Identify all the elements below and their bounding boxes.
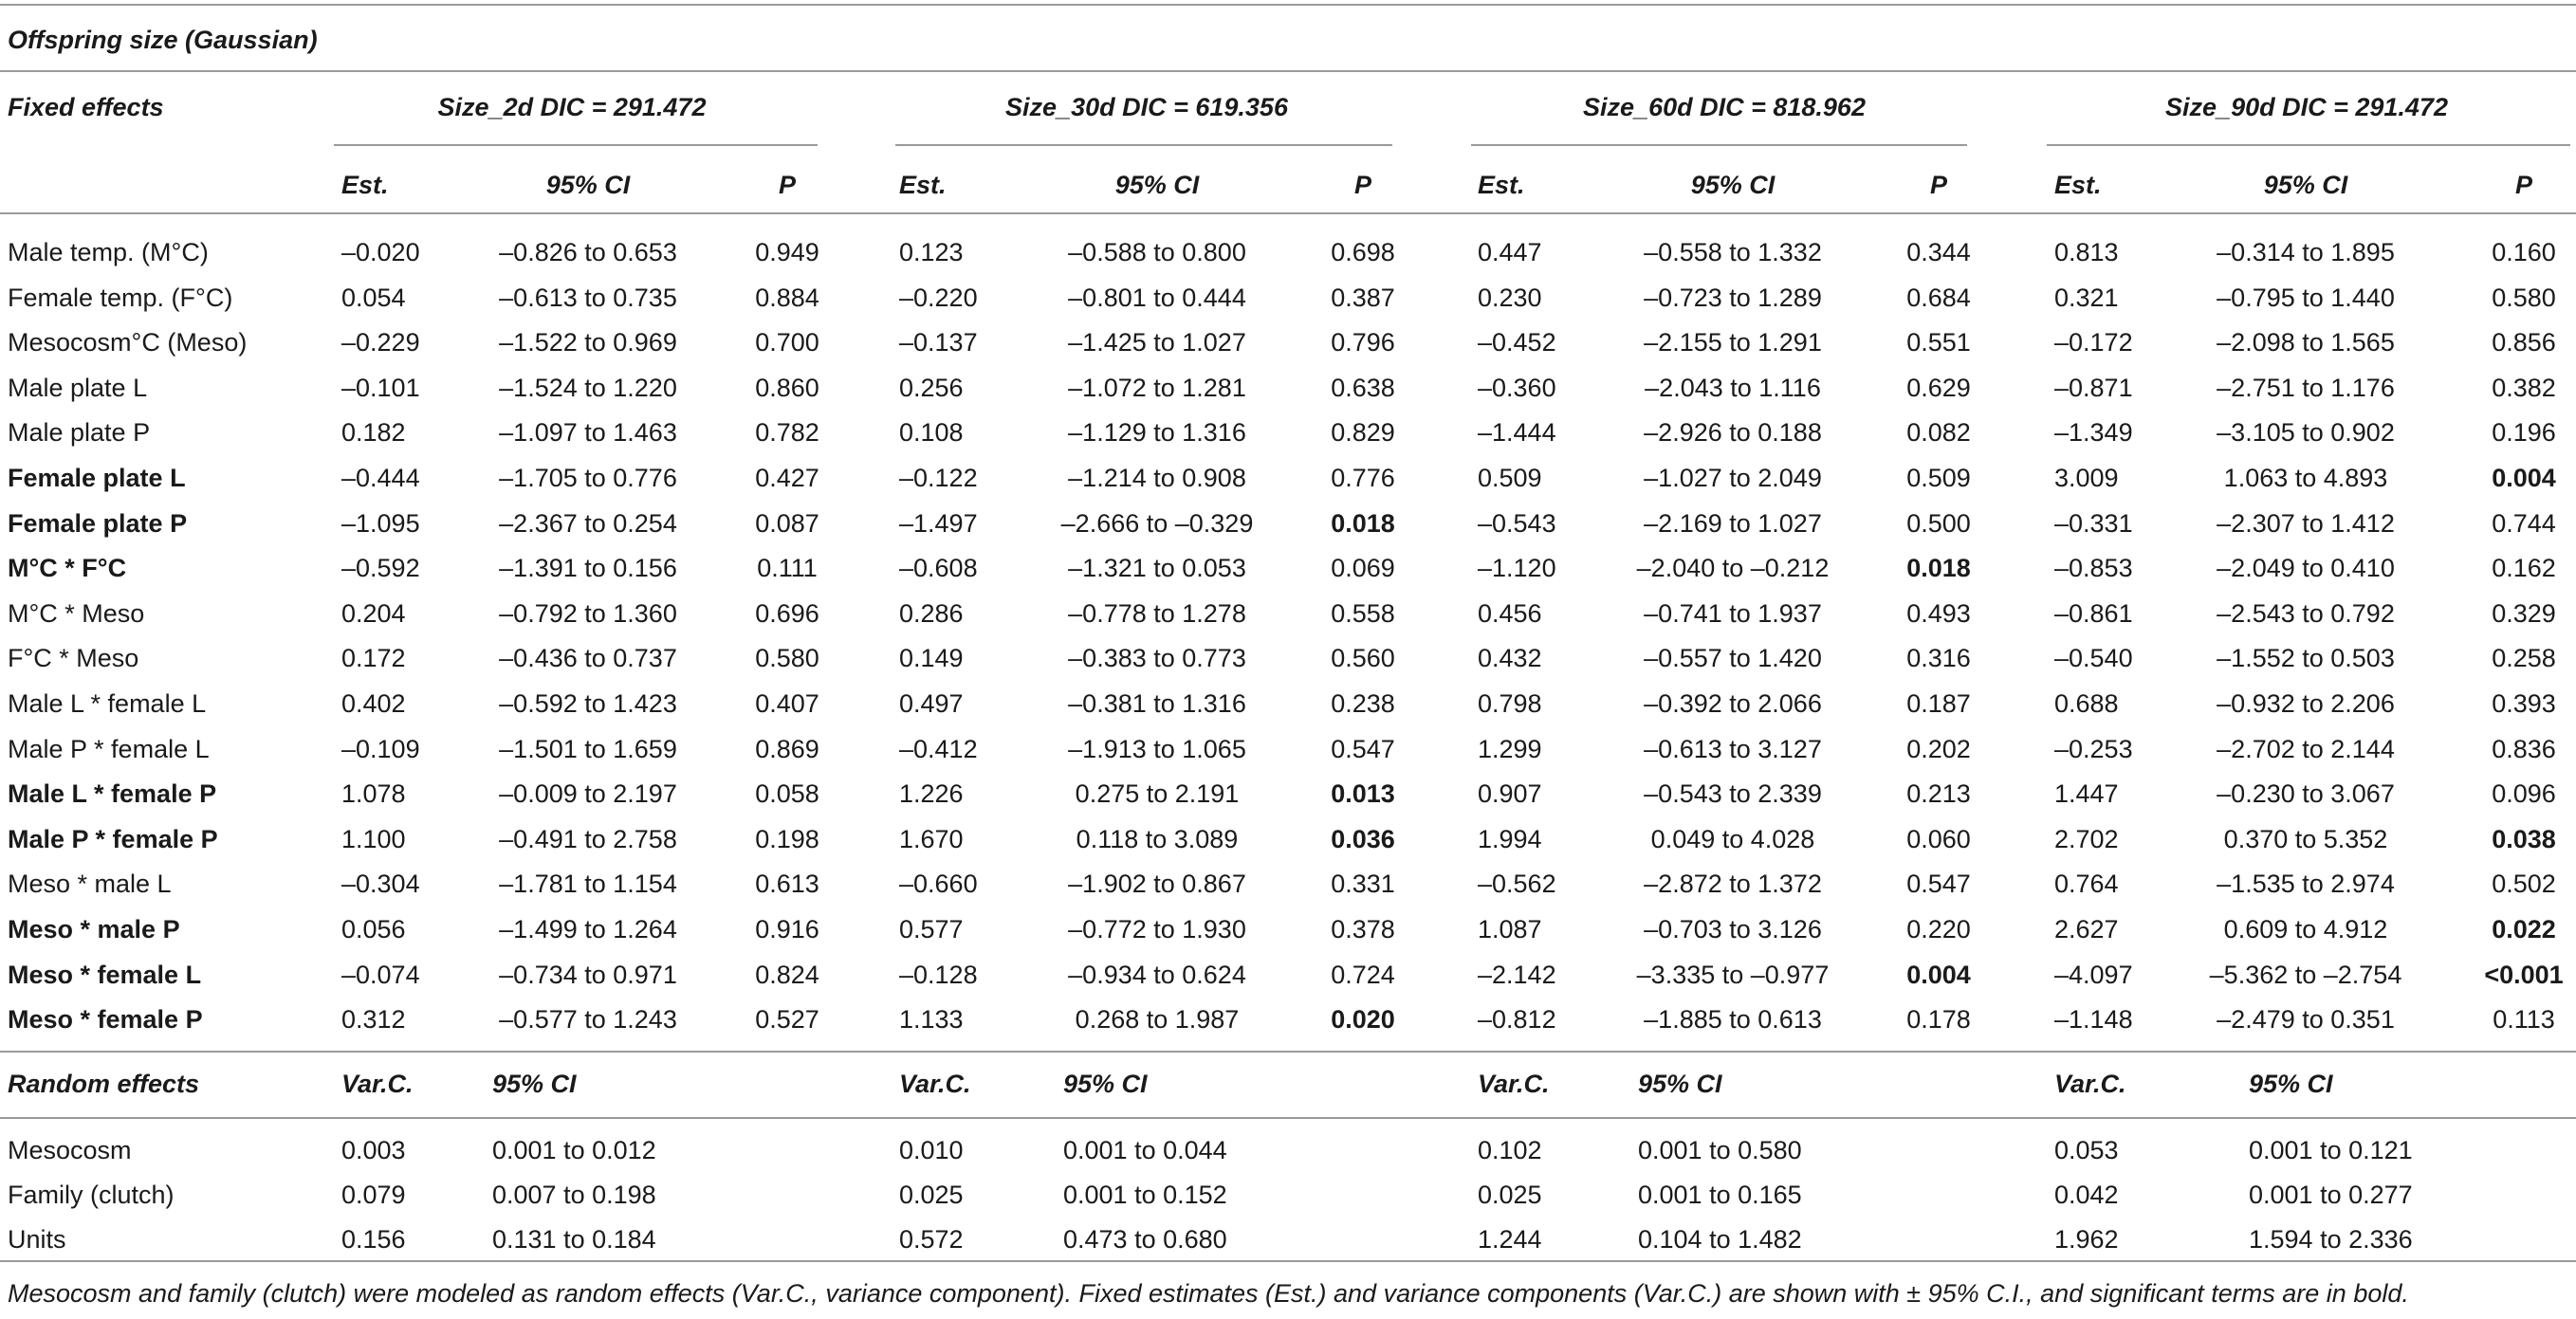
row-label: Meso * male L	[8, 870, 172, 898]
cell-p: 0.551	[1906, 328, 1971, 357]
cell-ci: –0.826 to 0.653	[499, 238, 677, 266]
cell-p: 0.162	[2492, 554, 2556, 582]
rule-top	[0, 4, 2576, 6]
cell-p: 0.013	[1331, 779, 1395, 808]
cell-ci: –0.723 to 1.289	[1644, 284, 1822, 312]
cell-est: 3.009	[2054, 464, 2119, 492]
cell-p: 0.022	[2492, 915, 2556, 943]
cell-est: –4.097	[2054, 961, 2133, 989]
cell-p: 0.220	[1906, 915, 1971, 943]
cell-p: 0.638	[1331, 374, 1395, 402]
cell-rand-ci: 0.001 to 0.152	[1063, 1181, 1227, 1209]
col-header-est: Est.	[1478, 171, 1525, 199]
cell-rand-ci: 0.473 to 0.680	[1063, 1225, 1227, 1254]
cell-p: 0.782	[755, 418, 819, 447]
cell-est: 1.447	[2054, 779, 2119, 808]
row-label: Male L * female P	[8, 779, 217, 808]
row-label: Male plate L	[8, 374, 148, 402]
cell-est: 0.054	[341, 284, 406, 312]
rule-under-random-headers	[0, 1117, 2576, 1119]
cell-p: 0.082	[1906, 418, 1971, 447]
cell-varc: 0.003	[341, 1136, 406, 1164]
row-label: Meso * female L	[8, 961, 202, 989]
col-header-p: P	[1353, 171, 1372, 199]
cell-p: 0.378	[1331, 915, 1395, 943]
cell-rand-ci: 0.001 to 0.277	[2249, 1181, 2413, 1209]
cell-ci: –1.072 to 1.281	[1068, 374, 1246, 402]
col-header-p: P	[1929, 171, 1948, 199]
cell-p: 0.558	[1331, 599, 1395, 628]
cell-ci: 0.275 to 2.191	[1075, 779, 1240, 808]
col-header-est: Est.	[2054, 171, 2102, 199]
cell-est: –0.101	[341, 374, 420, 402]
cell-p: 0.331	[1331, 870, 1395, 898]
cell-p: 0.684	[1906, 284, 1971, 312]
row-label: Female plate L	[8, 464, 186, 492]
cell-varc: 0.025	[899, 1181, 964, 1209]
cell-est: 0.286	[899, 599, 964, 628]
cell-p: 0.824	[755, 961, 819, 989]
cell-ci: –0.230 to 3.067	[2217, 779, 2395, 808]
cell-p: 0.547	[1906, 870, 1971, 898]
cell-p: 0.580	[2492, 284, 2556, 312]
cell-rand-ci: 0.001 to 0.044	[1063, 1136, 1227, 1164]
cell-est: 0.456	[1478, 599, 1542, 628]
row-label: F°C * Meso	[8, 644, 139, 672]
cell-est: –0.128	[899, 961, 978, 989]
cell-ci: –0.772 to 1.930	[1068, 915, 1246, 943]
cell-varc: 0.572	[899, 1225, 964, 1254]
cell-varc: 1.962	[2054, 1225, 2119, 1254]
cell-ci: –1.499 to 1.264	[499, 915, 677, 943]
cell-p: 0.038	[2492, 825, 2556, 853]
random-row-label: Mesocosm	[8, 1136, 132, 1164]
row-label: Meso * male P	[8, 915, 180, 943]
cell-est: –0.853	[2054, 554, 2133, 582]
cell-p: 0.213	[1906, 779, 1971, 808]
cell-est: –0.812	[1478, 1005, 1556, 1034]
cell-varc: 0.053	[2054, 1136, 2119, 1164]
cell-p: 0.407	[755, 689, 819, 718]
cell-ci: –0.381 to 1.316	[1068, 689, 1246, 718]
cell-p: 0.096	[2492, 779, 2556, 808]
cell-p: 0.196	[2492, 418, 2556, 447]
cell-est: –0.172	[2054, 328, 2133, 357]
cell-ci: –1.129 to 1.316	[1068, 418, 1246, 447]
cell-ci: –0.436 to 0.737	[499, 644, 677, 672]
cell-est: –1.497	[899, 509, 978, 538]
row-label: Male L * female L	[8, 689, 207, 718]
cell-rand-ci: 0.001 to 0.012	[492, 1136, 656, 1164]
cell-est: 0.321	[2054, 284, 2119, 312]
cell-ci: –2.169 to 1.027	[1644, 509, 1822, 538]
cell-est: 0.447	[1478, 238, 1542, 266]
cell-p: 0.069	[1331, 554, 1395, 582]
cell-ci: –2.098 to 1.565	[2217, 328, 2395, 357]
cell-ci: –3.105 to 0.902	[2217, 418, 2395, 447]
cell-ci: –0.592 to 1.423	[499, 689, 677, 718]
cell-ci: –0.491 to 2.758	[499, 825, 677, 853]
row-label: M°C * Meso	[8, 599, 145, 628]
row-label: Female plate P	[8, 509, 188, 538]
group-header: Size_30d DIC = 619.356	[1005, 93, 1288, 121]
cell-est: –0.660	[899, 870, 978, 898]
group-header: Size_60d DIC = 818.962	[1583, 93, 1866, 121]
cell-varc: 0.079	[341, 1181, 406, 1209]
cell-ci: –2.751 to 1.176	[2217, 374, 2395, 402]
cell-p: 0.696	[755, 599, 819, 628]
cell-ci: –2.926 to 0.188	[1644, 418, 1822, 447]
cell-est: 0.497	[899, 689, 964, 718]
cell-est: –0.562	[1478, 870, 1556, 898]
cell-est: 1.133	[899, 1005, 964, 1034]
cell-ci: –2.040 to –0.212	[1636, 554, 1830, 582]
group-underline	[895, 144, 1392, 146]
cell-p: 0.884	[755, 284, 819, 312]
cell-est: 0.402	[341, 689, 406, 718]
cell-est: –1.095	[341, 509, 420, 538]
row-label: Male P * female L	[8, 735, 210, 763]
cell-p: 0.018	[1906, 554, 1971, 582]
cell-ci: –1.885 to 0.613	[1644, 1005, 1822, 1034]
cell-p: 0.580	[755, 644, 819, 672]
cell-ci: –1.552 to 0.503	[2217, 644, 2395, 672]
cell-est: 1.100	[341, 825, 406, 853]
cell-p: 0.613	[755, 870, 819, 898]
cell-ci: –2.702 to 2.144	[2217, 735, 2395, 763]
cell-p: 0.949	[755, 238, 819, 266]
cell-est: –0.360	[1478, 374, 1556, 402]
cell-p: 0.344	[1906, 238, 1971, 266]
cell-ci: –0.801 to 0.444	[1068, 284, 1246, 312]
cell-ci: –1.705 to 0.776	[499, 464, 677, 492]
cell-est: –0.412	[899, 735, 978, 763]
cell-est: 1.299	[1478, 735, 1542, 763]
cell-p: 0.020	[1331, 1005, 1395, 1034]
cell-est: 1.994	[1478, 825, 1542, 853]
row-label: M°C * F°C	[8, 554, 127, 582]
rand-header-varc: Var.C.	[341, 1070, 414, 1098]
cell-est: –0.304	[341, 870, 420, 898]
fixed-effects-label: Fixed effects	[8, 93, 164, 121]
cell-ci: 1.063 to 4.893	[2223, 464, 2388, 492]
cell-ci: –0.734 to 0.971	[499, 961, 677, 989]
cell-est: –0.109	[341, 735, 420, 763]
cell-varc: 0.010	[899, 1136, 964, 1164]
cell-est: 2.627	[2054, 915, 2119, 943]
cell-ci: –0.703 to 3.126	[1644, 915, 1822, 943]
cell-est: 1.087	[1478, 915, 1542, 943]
cell-varc: 0.042	[2054, 1181, 2119, 1209]
rule-before-footnote	[0, 1260, 2576, 1262]
cell-p: 0.004	[2492, 464, 2556, 492]
cell-ci: –0.383 to 0.773	[1068, 644, 1246, 672]
cell-ci: –0.392 to 2.066	[1644, 689, 1822, 718]
cell-p: 0.829	[1331, 418, 1395, 447]
group-underline	[2047, 144, 2570, 146]
cell-p: 0.316	[1906, 644, 1971, 672]
cell-est: –0.220	[899, 284, 978, 312]
cell-ci: –2.043 to 1.116	[1645, 374, 1821, 402]
cell-p: 0.329	[2492, 599, 2556, 628]
cell-rand-ci: 0.001 to 0.580	[1638, 1136, 1802, 1164]
cell-ci: –1.913 to 1.065	[1068, 735, 1246, 763]
group-header: Size_2d DIC = 291.472	[437, 93, 707, 121]
cell-est: 1.078	[341, 779, 406, 808]
cell-p: 0.258	[2492, 644, 2556, 672]
cell-varc: 1.244	[1478, 1225, 1542, 1254]
cell-ci: –1.535 to 2.974	[2217, 870, 2395, 898]
cell-est: 0.813	[2054, 238, 2119, 266]
cell-ci: –0.558 to 1.332	[1644, 238, 1822, 266]
cell-est: –1.148	[2054, 1005, 2133, 1034]
group-underline	[1471, 144, 1967, 146]
cell-ci: –1.902 to 0.867	[1068, 870, 1246, 898]
col-header-est: Est.	[899, 171, 947, 199]
cell-est: 2.702	[2054, 825, 2119, 853]
cell-est: 0.907	[1478, 779, 1542, 808]
cell-p: 0.187	[1906, 689, 1971, 718]
cell-est: 0.108	[899, 418, 964, 447]
col-header-p: P	[2514, 171, 2533, 199]
cell-p: 0.509	[1906, 464, 1971, 492]
col-header-ci: 95% CI	[1114, 171, 1200, 199]
cell-ci: –0.934 to 0.624	[1068, 961, 1246, 989]
rand-header-ci: 95% CI	[1063, 1070, 1148, 1098]
cell-ci: –1.214 to 0.908	[1068, 464, 1246, 492]
cell-p: 0.860	[755, 374, 819, 402]
cell-p: 0.869	[755, 735, 819, 763]
cell-ci: –1.027 to 2.049	[1644, 464, 1822, 492]
cell-ci: –2.666 to –0.329	[1060, 509, 1254, 538]
cell-ci: –0.741 to 1.937	[1644, 599, 1822, 628]
cell-p: 0.393	[2492, 689, 2556, 718]
cell-p: 0.916	[755, 915, 819, 943]
cell-p: 0.058	[755, 779, 819, 808]
rand-header-varc: Var.C.	[1478, 1070, 1550, 1098]
cell-est: 0.172	[341, 644, 406, 672]
rand-header-ci: 95% CI	[492, 1070, 577, 1098]
cell-est: –0.122	[899, 464, 978, 492]
cell-p: 0.698	[1331, 238, 1395, 266]
row-label: Meso * female P	[8, 1005, 203, 1034]
cell-est: 1.670	[899, 825, 964, 853]
cell-p: 0.560	[1331, 644, 1395, 672]
cell-ci: –0.557 to 1.420	[1644, 644, 1822, 672]
cell-ci: –1.522 to 0.969	[499, 328, 677, 357]
cell-est: 1.226	[899, 779, 964, 808]
cell-p: 0.087	[755, 509, 819, 538]
cell-ci: –0.577 to 1.243	[499, 1005, 677, 1034]
cell-est: –0.543	[1478, 509, 1556, 538]
cell-est: –0.331	[2054, 509, 2133, 538]
cell-ci: –2.367 to 0.254	[499, 509, 677, 538]
cell-ci: 0.268 to 1.987	[1075, 1005, 1240, 1034]
cell-ci: –1.321 to 0.053	[1068, 554, 1246, 582]
group-underline	[334, 144, 818, 146]
rand-header-varc: Var.C.	[2054, 1070, 2126, 1098]
cell-rand-ci: 0.001 to 0.165	[1638, 1181, 1802, 1209]
cell-est: –0.540	[2054, 644, 2133, 672]
cell-est: –1.444	[1478, 418, 1556, 447]
cell-p: 0.836	[2492, 735, 2556, 763]
group-header: Size_90d DIC = 291.472	[2165, 93, 2448, 121]
cell-ci: 0.609 to 4.912	[2223, 915, 2388, 943]
table-footnote: Mesocosm and family (clutch) were modeled as random effects (Var.C., variance component). Fixed estimates (Est.) and variance components (Var.C.) are shown with ± 95% C.I., and significant terms are in bold.	[8, 1279, 2409, 1308]
cell-p: 0.202	[1906, 735, 1971, 763]
cell-ci: –1.781 to 1.154	[499, 870, 677, 898]
cell-p: 0.238	[1331, 689, 1395, 718]
cell-est: 0.123	[899, 238, 964, 266]
cell-est: –0.074	[341, 961, 420, 989]
cell-ci: –0.795 to 1.440	[2217, 284, 2395, 312]
cell-varc: 0.025	[1478, 1181, 1542, 1209]
cell-ci: –5.362 to –2.754	[2209, 961, 2402, 989]
cell-ci: –1.501 to 1.659	[499, 735, 677, 763]
cell-est: 0.764	[2054, 870, 2119, 898]
cell-p: 0.502	[2492, 870, 2556, 898]
cell-ci: –0.314 to 1.895	[2217, 238, 2395, 266]
cell-p: 0.018	[1331, 509, 1395, 538]
cell-ci: –3.335 to –0.977	[1636, 961, 1830, 989]
cell-ci: –1.391 to 0.156	[499, 554, 677, 582]
cell-est: –0.592	[341, 554, 420, 582]
cell-p: 0.198	[755, 825, 819, 853]
cell-rand-ci: 0.007 to 0.198	[492, 1181, 656, 1209]
cell-rand-ci: 0.001 to 0.121	[2249, 1136, 2413, 1164]
cell-est: 0.182	[341, 418, 406, 447]
rule-under-title	[0, 70, 2576, 72]
table-title: Offspring size (Gaussian)	[8, 26, 318, 54]
cell-est: 0.577	[899, 915, 964, 943]
cell-p: 0.796	[1331, 328, 1395, 357]
cell-est: 0.149	[899, 644, 964, 672]
cell-p: 0.744	[2492, 509, 2556, 538]
cell-p: 0.856	[2492, 328, 2556, 357]
cell-est: 0.256	[899, 374, 964, 402]
cell-est: –2.142	[1478, 961, 1556, 989]
cell-ci: –0.932 to 2.206	[2217, 689, 2395, 718]
cell-est: –0.444	[341, 464, 420, 492]
cell-ci: 0.049 to 4.028	[1650, 825, 1815, 853]
cell-ci: –2.543 to 0.792	[2217, 599, 2395, 628]
rule-under-headers	[0, 212, 2576, 214]
cell-ci: –0.613 to 3.127	[1644, 735, 1822, 763]
cell-ci: –2.307 to 1.412	[2217, 509, 2395, 538]
cell-p: 0.629	[1906, 374, 1971, 402]
cell-ci: –0.543 to 2.339	[1644, 779, 1822, 808]
cell-ci: –2.155 to 1.291	[1644, 328, 1822, 357]
row-label: Male temp. (M°C)	[8, 238, 209, 266]
cell-p: 0.724	[1331, 961, 1395, 989]
cell-rand-ci: 0.131 to 0.184	[492, 1225, 656, 1254]
cell-ci: 0.370 to 5.352	[2223, 825, 2388, 853]
cell-varc: 0.156	[341, 1225, 406, 1254]
cell-est: 0.688	[2054, 689, 2119, 718]
cell-p: 0.776	[1331, 464, 1395, 492]
cell-est: 0.230	[1478, 284, 1542, 312]
cell-est: 0.312	[341, 1005, 406, 1034]
cell-p: 0.036	[1331, 825, 1395, 853]
cell-ci: –0.009 to 2.197	[499, 779, 677, 808]
cell-rand-ci: 0.104 to 1.482	[1638, 1225, 1802, 1254]
cell-p: 0.113	[2493, 1005, 2555, 1034]
cell-rand-ci: 1.594 to 2.336	[2249, 1225, 2413, 1254]
rand-header-varc: Var.C.	[899, 1070, 971, 1098]
cell-ci: –0.588 to 0.800	[1068, 238, 1246, 266]
rand-header-ci: 95% CI	[1638, 1070, 1722, 1098]
cell-ci: –2.872 to 1.372	[1644, 870, 1822, 898]
cell-est: 0.056	[341, 915, 406, 943]
cell-est: –0.608	[899, 554, 978, 582]
cell-ci: –1.425 to 1.027	[1068, 328, 1246, 357]
cell-p: 0.500	[1906, 509, 1971, 538]
row-label: Male P * female P	[8, 825, 218, 853]
cell-ci: –1.524 to 1.220	[499, 374, 677, 402]
rule-before-random	[0, 1051, 2576, 1053]
row-label: Female temp. (F°C)	[8, 284, 233, 312]
cell-p: <0.001	[2484, 961, 2564, 989]
cell-p: 0.547	[1331, 735, 1395, 763]
cell-ci: –2.049 to 0.410	[2217, 554, 2395, 582]
cell-est: –0.253	[2054, 735, 2133, 763]
cell-ci: –0.792 to 1.360	[499, 599, 677, 628]
cell-est: 0.798	[1478, 689, 1542, 718]
cell-ci: 0.118 to 3.089	[1076, 825, 1239, 853]
cell-p: 0.060	[1906, 825, 1971, 853]
random-effects-label: Random effects	[8, 1070, 200, 1098]
col-header-ci: 95% CI	[2263, 171, 2348, 199]
cell-varc: 0.102	[1478, 1136, 1542, 1164]
col-header-est: Est.	[341, 171, 389, 199]
cell-p: 0.700	[755, 328, 819, 357]
cell-est: 0.432	[1478, 644, 1542, 672]
cell-est: –0.020	[341, 238, 420, 266]
cell-p: 0.387	[1331, 284, 1395, 312]
cell-p: 0.427	[755, 464, 819, 492]
random-row-label: Units	[8, 1225, 66, 1254]
cell-p: 0.111	[757, 554, 818, 582]
cell-ci: –0.613 to 0.735	[499, 284, 677, 312]
cell-p: 0.527	[755, 1005, 819, 1034]
cell-ci: –2.479 to 0.351	[2217, 1005, 2395, 1034]
cell-est: 0.509	[1478, 464, 1542, 492]
row-label: Male plate P	[8, 418, 151, 447]
cell-p: 0.178	[1906, 1005, 1971, 1034]
cell-p: 0.004	[1906, 961, 1971, 989]
col-header-ci: 95% CI	[545, 171, 631, 199]
cell-est: –0.229	[341, 328, 420, 357]
cell-est: –0.452	[1478, 328, 1556, 357]
random-row-label: Family (clutch)	[8, 1181, 175, 1209]
row-label: Mesocosm°C (Meso)	[8, 328, 248, 357]
col-header-p: P	[778, 171, 797, 199]
cell-p: 0.493	[1906, 599, 1971, 628]
cell-est: –0.137	[899, 328, 978, 357]
cell-est: –0.861	[2054, 599, 2133, 628]
cell-ci: –0.778 to 1.278	[1068, 599, 1246, 628]
cell-est: –1.120	[1478, 554, 1556, 582]
cell-p: 0.382	[2492, 374, 2556, 402]
cell-p: 0.160	[2492, 238, 2556, 266]
cell-ci: –1.097 to 1.463	[499, 418, 677, 447]
cell-est: –0.871	[2054, 374, 2133, 402]
rand-header-ci: 95% CI	[2249, 1070, 2333, 1098]
cell-est: –1.349	[2054, 418, 2133, 447]
col-header-ci: 95% CI	[1690, 171, 1776, 199]
cell-est: 0.204	[341, 599, 406, 628]
